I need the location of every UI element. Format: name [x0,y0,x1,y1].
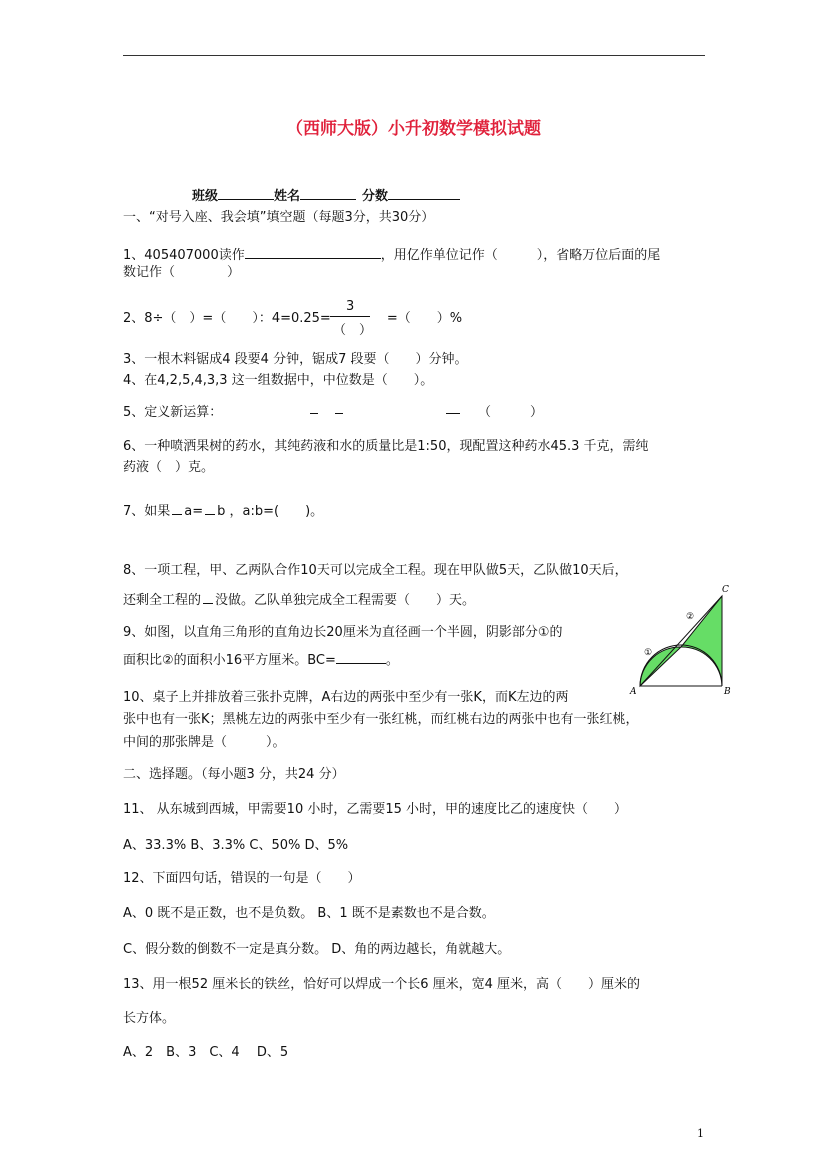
page-number: 1 [697,1127,704,1140]
name-blank[interactable] [300,186,356,200]
question-11: 11、 从东城到西城，甲需要10 小时，乙需要15 小时，甲的速度比乙的速度快（ ） [123,802,628,817]
question-8: 8、一项工程，甲、乙两队合作10天可以完成全工程。现在甲队做5天，乙队做10天后， [123,563,628,578]
question-12-options-cd: C、假分数的倒数不一定是真分数。 D、角的两边越长，角就越大。 [123,942,511,957]
class-label: 班级 [192,189,219,204]
label-region-2: ② [686,612,695,622]
question-3: 3、一根木料锯成4 段要4 分钟，锯成7 段要（ ）分钟。 [123,352,468,367]
question-6: 6、一种喷洒果树的药水，其纯药液和水的质量比是1:50，现配置这种药水45.3 千克，需纯 [123,439,649,454]
class-blank[interactable] [218,186,274,200]
q9-blank[interactable] [336,650,386,664]
score-blank[interactable] [388,186,460,200]
q5-answer-paren: （ ） [478,405,544,420]
question-6-line2: 药液（ ）克。 [123,460,215,475]
shaded-region-2 [681,596,722,686]
q2-fraction-bar [330,316,370,317]
question-8-line2: 还剩全工程的 没做。乙队单独完成全工程需要（ ）天。 [123,593,476,608]
question-1-line2: 数记作（ ） [123,265,241,280]
name-label: 姓名 [274,189,301,204]
q5-dash-3 [446,413,460,414]
question-5: 5、定义新运算： [123,405,223,420]
triangle-semicircle-figure [626,582,744,698]
section1-heading: 一、“对号入座、我会填”填空题（每题3分，共30分） [123,210,435,225]
page-title: （西师大版）小升初数学模拟试题 [286,119,541,139]
label-c: C [722,585,729,595]
question-9-line2: 面积比②的面积小16平方厘米。BC= 。 [123,650,399,669]
section2-heading: 二、选择题。（每小题3 分，共24 分） [123,767,345,782]
question-13: 13、用一根52 厘米长的铁丝，恰好可以焊成一个长6 厘米，宽4 厘米，高（ ）厘米的 [123,977,641,992]
label-a: A [630,687,637,697]
q2-numerator: 3 [346,299,355,314]
question-2: 2、8÷（ ）=（ ）：4=0.25= =（ ）% [123,311,463,326]
label-region-1: ① [644,648,653,658]
question-4: 4、在4,2,5,4,3,3 这一组数据中，中位数是（ ）。 [123,373,434,388]
q5-dash-1 [310,413,318,414]
q2-denominator: （ ） [333,323,373,338]
question-13-line2: 长方体。 [123,1011,176,1026]
question-7: 7、如果 a= b ，a:b=( )。 [123,504,324,519]
q5-dash-2 [335,413,343,414]
question-1: 1、405407000读作 ，用亿作单位记作（ ），省略万位后面的尾 [123,245,660,264]
question-12-options-ab: A、0 既不是正数，也不是负数。 B、1 既不是素数也不是合数。 [123,906,495,921]
student-info-line [192,186,460,205]
question-10-line2: 张中也有一张K；黑桃左边的两张中至少有一张红桃，而红桃右边的两张中也有一张红桃， [123,712,639,727]
q1-blank[interactable] [245,245,381,259]
question-10-line3: 中间的那张牌是（ ）。 [123,735,286,750]
question-12: 12、下面四句话，错误的一句是（ ） [123,871,361,886]
header-rule [123,55,705,56]
question-9: 9、如图，以直角三角形的直角边长20厘米为直径画一个半圆，阴影部分①的 [123,625,563,640]
question-10: 10、桌子上并排放着三张扑克牌，A右边的两张中至少有一张K，而K左边的两 [123,690,569,705]
label-b: B [724,687,731,697]
question-11-options: A、33.3% B、3.3% C、50% D、5% [123,838,349,853]
score-label: 分数 [362,189,389,204]
question-13-options: A、2 B、3 C、4 D、5 [123,1045,289,1060]
